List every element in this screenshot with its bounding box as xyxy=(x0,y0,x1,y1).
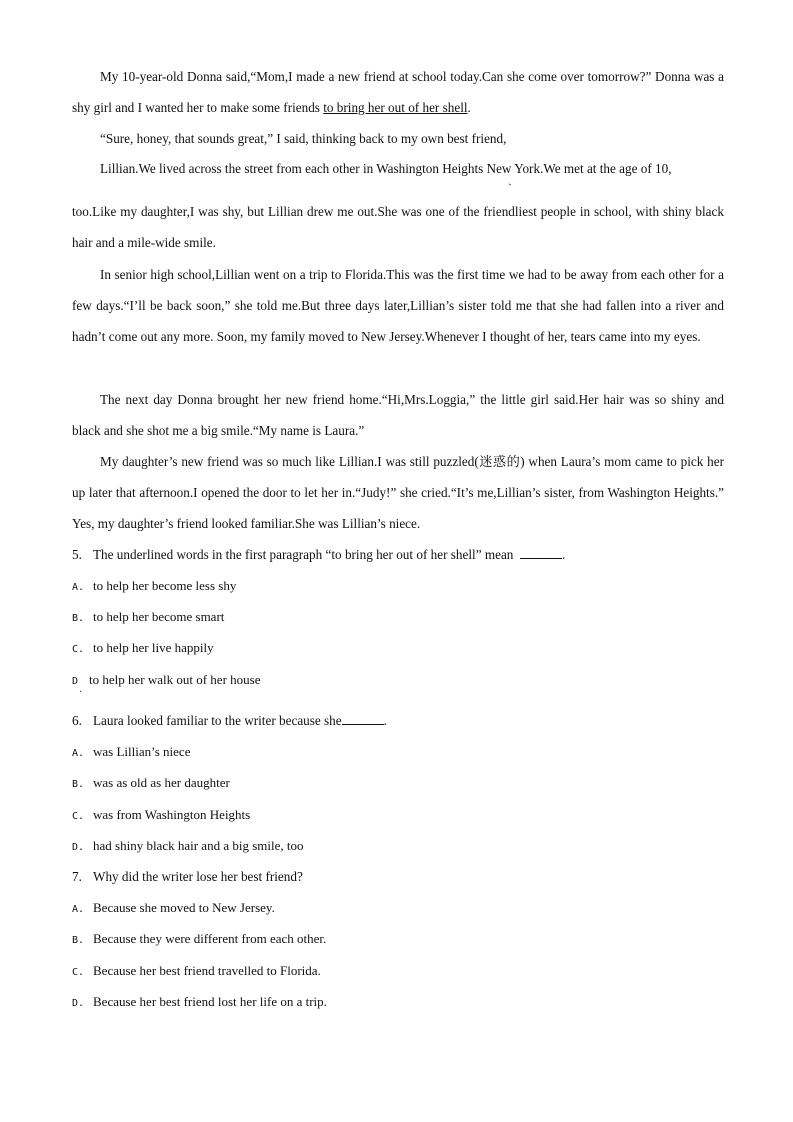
option-letter: B. xyxy=(72,779,85,790)
question-stem: Laura looked familiar to the writer because she xyxy=(93,713,342,728)
question-end: . xyxy=(383,713,387,728)
answer-blank[interactable] xyxy=(342,712,384,725)
question-number: 7. xyxy=(72,869,82,884)
question-stem: The underlined words in the first paragraph “to bring her out of her shell” mean xyxy=(93,547,514,562)
stray-dot-mark: ˑ xyxy=(79,685,83,699)
option-letter: C. xyxy=(72,967,85,978)
option-5b[interactable] xyxy=(72,607,224,629)
passage-paragraph-6: My daughter’s new friend was so much like Lillian.I was still puzzled(迷惑的) when Laura’s mom came to pick her up later that afternoon.I opened the door to let her in.“Judy!” she cried.“It’s me,Lillian’s sister, from Washington Heights.” Yes, my daughter’s friend looked familiar.She was Lillian’s niece. xyxy=(72,454,724,531)
option-letter: D. xyxy=(72,842,85,853)
option-text: to help her become smart xyxy=(93,609,225,624)
passage-paragraph-4: In senior high school,Lillian went on a trip to Florida.This was the first time we had to be away from each other for a few days.“I’ll be back soon,” she told me.But three days later,Lillian’s sister told me that she had fallen into a river and hadn’t come out any more. Soon, my family moved to New Jersey.Whenever I thought of her, tears came into my eyes. xyxy=(72,267,724,344)
option-5c[interactable] xyxy=(72,638,214,660)
option-7b[interactable] xyxy=(72,929,326,951)
option-letter: A. xyxy=(72,904,85,915)
option-letter: B. xyxy=(72,935,85,946)
option-6b[interactable] xyxy=(72,773,230,795)
option-letter: B. xyxy=(72,613,85,624)
passage-paragraph-1 xyxy=(72,61,724,123)
option-7a[interactable] xyxy=(72,898,275,920)
answer-blank[interactable] xyxy=(520,546,562,559)
option-text: was as old as her daughter xyxy=(93,775,230,790)
option-letter: C. xyxy=(72,644,85,655)
question-number: 5. xyxy=(72,547,82,562)
option-text: Because they were different from each other. xyxy=(93,931,327,946)
question-end: . xyxy=(562,547,566,562)
underlined-phrase: to bring her out of her shell xyxy=(323,100,468,115)
option-6c[interactable] xyxy=(72,805,250,827)
option-5d[interactable] xyxy=(72,670,260,692)
paragraph-end: . xyxy=(467,100,471,115)
option-text: Because she moved to New Jersey. xyxy=(93,900,275,915)
paragraph-text: My 10-year-old Donna said,“Mom,I made a new friend at school today.Can she come over tomorrow?” Donna was a shy girl and I wanted her to make some friends xyxy=(72,69,724,115)
option-letter: D. xyxy=(72,998,85,1009)
option-6a[interactable] xyxy=(72,742,190,764)
option-text: to help her become less shy xyxy=(93,578,237,593)
option-letter: A. xyxy=(72,582,85,593)
option-letter: C. xyxy=(72,811,85,822)
option-text: had shiny black hair and a big smile, too xyxy=(93,838,304,853)
passage-paragraph-3-line-1: Lillian.We lived across the street from each other in Washington Heights New York.We met at the age of 10, xyxy=(100,161,672,176)
question-7 xyxy=(72,867,303,887)
passage-paragraph-3-rest: too.Like my daughter,I was shy, but Lillian drew me out.She was one of the friendliest people in school, with shiny black hair and a mile-wide smile. xyxy=(72,204,724,250)
option-text: to help her walk out of her house xyxy=(89,672,261,687)
option-letter: D xyxy=(72,676,79,687)
option-6d[interactable] xyxy=(72,836,303,858)
stray-comma-mark: ˏ xyxy=(508,172,512,186)
question-6 xyxy=(72,711,387,731)
option-text: Because her best friend lost her life on a trip. xyxy=(93,994,327,1009)
option-5a[interactable] xyxy=(72,576,236,598)
option-text: was Lillian’s niece xyxy=(93,744,191,759)
question-stem: Why did the writer lose her best friend? xyxy=(93,869,303,884)
passage-paragraph-2: “Sure, honey, that sounds great,” I said, thinking back to my own best friend, xyxy=(100,131,507,146)
option-7c[interactable] xyxy=(72,961,321,983)
option-text: was from Washington Heights xyxy=(93,807,251,822)
question-number: 6. xyxy=(72,713,82,728)
option-text: to help her live happily xyxy=(93,640,214,655)
option-letter: A. xyxy=(72,748,85,759)
option-text: Because her best friend travelled to Florida. xyxy=(93,963,321,978)
option-7d[interactable] xyxy=(72,992,327,1014)
passage-paragraph-5: The next day Donna brought her new friend home.“Hi,Mrs.Loggia,” the little girl said.Her hair was so shiny and black and she shot me a big smile.“My name is Laura.” xyxy=(72,392,724,438)
question-5 xyxy=(72,545,565,565)
